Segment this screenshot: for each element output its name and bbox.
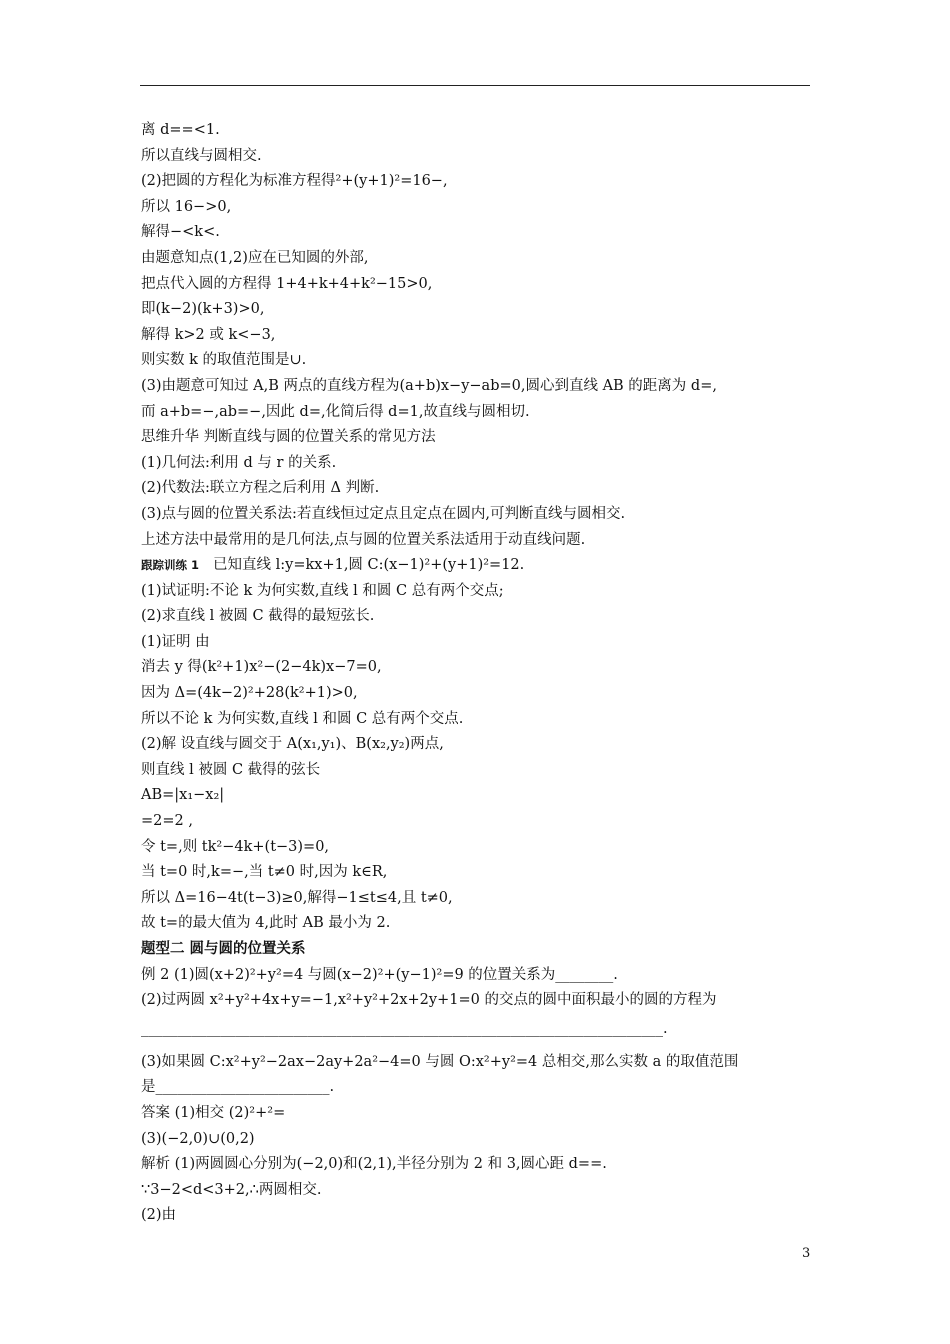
text-line: 思维升华 判断直线与圆的位置关系的常见方法 [141,429,436,446]
text-line: 而 a+b=−,ab=−,因此 d=,化简后得 d=1,故直线与圆相切. [141,403,530,420]
section-heading: 题型二 圆与圆的位置关系 [141,941,306,957]
text-line: (1)证明 由 [141,633,210,650]
example-line: (3)如果圆 C:x²+y²−2ax−2ay+2a²−4=0 与圆 O:x²+y²=4 总相交,那么实数 a 的取值范围 [141,1053,739,1070]
text-line: (2)解 设直线与圆交于 A(x₁,y₁)、B(x₂,y₂)两点, [141,736,444,753]
text-line: (3)由题意可知过 A,B 两点的直线方程为(a+b)x−y−ab=0,圆心到直线 AB 的距离为 d=, [141,377,717,394]
answer-line: (3)(−2,0)∪(0,2) [141,1130,255,1147]
text-line: 令 t=,则 tk²−4k+(t−3)=0, [141,838,330,855]
analysis-line: (2)由 [141,1207,177,1224]
text-line: 即(k−2)(k+3)>0, [141,301,265,318]
text-line: 所以 16−>0, [141,198,232,215]
page-number: 3 [802,1246,811,1261]
text-line: 当 t=0 时,k=−,当 t≠0 时,因为 k∈R, [141,864,388,881]
text-line: 故 t=的最大值为 4,此时 AB 最小为 2. [141,915,391,932]
example-line: 是________________________. [141,1079,335,1096]
text-line: AB=|x₁−x₂| [141,787,225,804]
text-line: 因为 Δ=(4k−2)²+28(k²+1)>0, [141,685,358,702]
text-line: (1)试证明:不论 k 为何实数,直线 l 和圆 C 总有两个交点; [141,582,504,599]
page-body [141,118,821,1229]
text-line: 所以不论 k 为何实数,直线 l 和圆 C 总有两个交点. [141,710,464,727]
text-line: 则直线 l 被圆 C 截得的弦长 [141,761,321,778]
header-rule [140,85,810,86]
text-line: (2)代数法:联立方程之后利用 Δ 判断. [141,480,380,497]
practice-label: 跟踪训练 1 [141,558,200,573]
text-line: (1)几何法:利用 d 与 r 的关系. [141,454,337,471]
text-line: =2=2 , [141,813,193,830]
practice-text: 已知直线 l:y=kx+1,圆 C:(x−1)²+(y+1)²=12. [213,557,525,574]
example-blank-line: ________________________________________________________________________. [141,1020,668,1037]
text-line: 则实数 k 的取值范围是∪. [141,352,307,369]
text-line: 消去 y 得(k²+1)x²−(2−4k)x−7=0, [141,659,382,676]
text-line: 所以直线与圆相交. [141,147,262,164]
text-line: (2)把圆的方程化为标准方程得²+(y+1)²=16−, [141,173,448,190]
example-line: (2)过两圆 x²+y²+4x+y=−1,x²+y²+2x+2y+1=0 的交点的圆中面积最小的圆的方程为 [141,992,717,1009]
analysis-line: ∵3−2<d<3+2,∴两圆相交. [141,1181,322,1198]
text-line: 离 d==<1. [141,122,220,138]
text-line: 把点代入圆的方程得 1+4+k+4+k²−15>0, [141,275,433,292]
example-line: 例 2 (1)圆(x+2)²+y²=4 与圆(x−2)²+(y−1)²=9 的位置关系为________. [141,966,618,983]
practice-line [141,553,821,579]
analysis-line: 解析 (1)两圆圆心分别为(−2,0)和(2,1),半径分别为 2 和 3,圆心距 d==. [141,1156,607,1173]
text-line: (2)求直线 l 被圆 C 截得的最短弦长. [141,608,375,625]
text-line: 解得 k>2 或 k<−3, [141,326,276,343]
text-line: 所以 Δ=16−4t(t−3)≥0,解得−1≤t≤4,且 t≠0, [141,889,453,906]
text-line: 由题意知点(1,2)应在已知圆的外部, [141,249,369,266]
answer-line: 答案 (1)相交 (2)²+²= [141,1104,286,1121]
text-line: 解得−<k<. [141,224,220,241]
text-line: (3)点与圆的位置关系法:若直线恒过定点且定点在圆内,可判断直线与圆相交. [141,505,626,522]
text-line: 上述方法中最常用的是几何法,点与圆的位置关系法适用于动直线问题. [141,531,586,548]
